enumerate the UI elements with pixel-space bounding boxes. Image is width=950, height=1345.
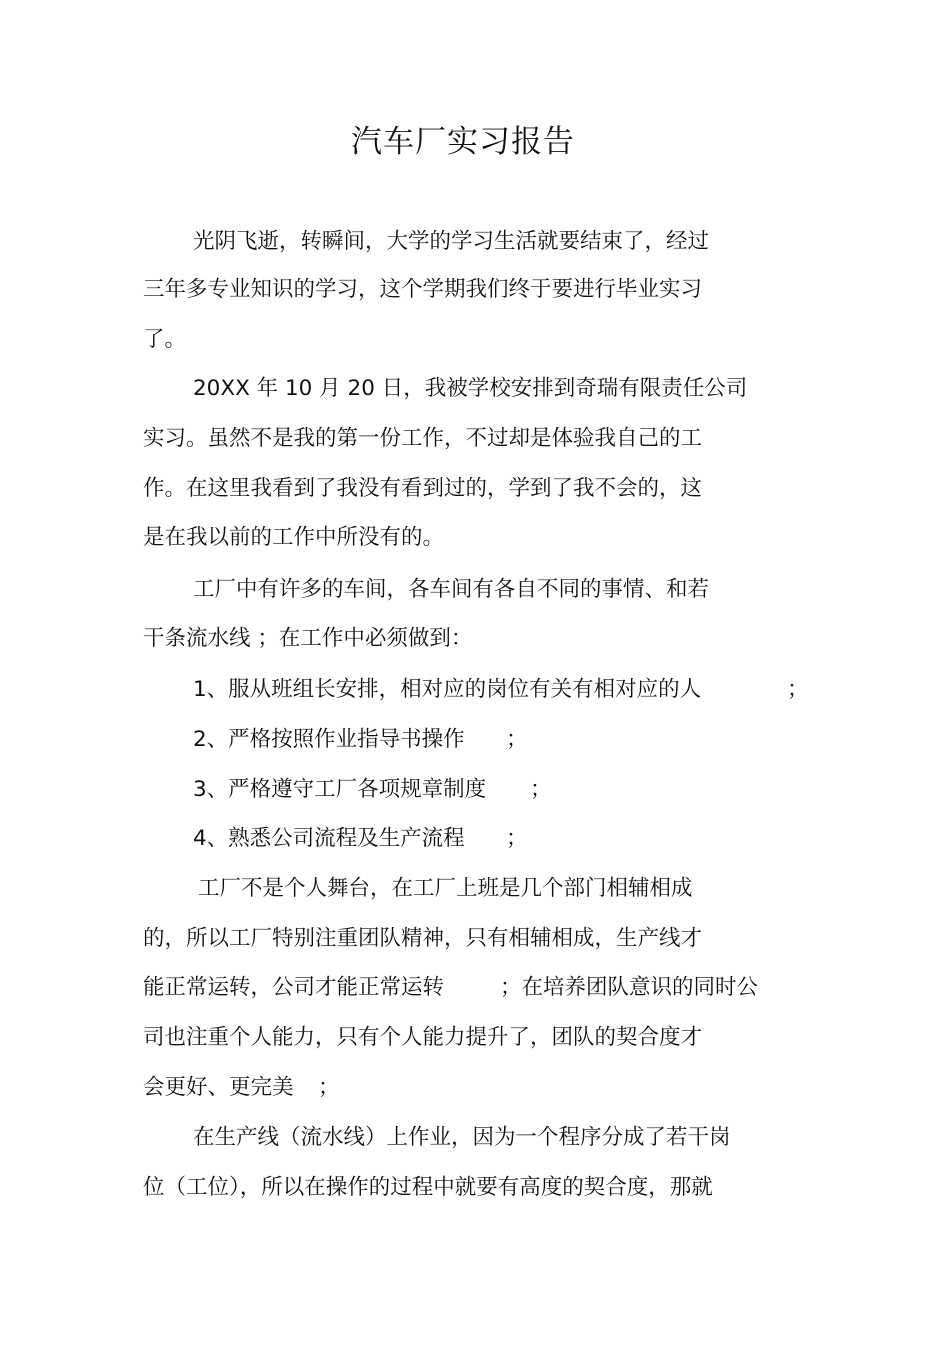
page-title: 汽车厂实习报告 <box>351 124 575 160</box>
list-item-text: 1、服从班组长安排，相对应的岗位有关有相对应的人 <box>193 677 702 702</box>
paragraph-line: 20XX 年 10 月 20 日，我被学校安排到奇瑞有限责任公司 <box>193 376 748 401</box>
paragraph-line: 作。在这里我看到了我没有看到过的，学到了我不会的，这 <box>143 476 703 501</box>
paragraph-line: 是在我以前的工作中所没有的。 <box>143 525 445 550</box>
paragraph-line: 工厂中有许多的车间，各车间有各自不同的事情、和若 <box>193 577 710 602</box>
paragraph-line: 干条流水线 ；在工作中必须做到： <box>143 626 473 651</box>
paragraph-line: ； <box>318 1075 340 1100</box>
list-item-text: 3、严格遵守工厂各项规章制度 <box>193 777 487 802</box>
paragraph-line: 能正常运转，公司才能正常运转 <box>143 975 445 1000</box>
paragraph-line: 位（工位），所以在操作的过程中就要有高度的契合度，那就 <box>143 1175 713 1200</box>
paragraph-line: 工厂不是个人舞台，在工厂上班是几个部门相辅相成 <box>198 876 693 901</box>
paragraph-line: 了。 <box>143 327 187 352</box>
paragraph-line: ；在培养团队意识的同时公 <box>500 975 759 1000</box>
list-item-text: 2、严格按照作业指导书操作 <box>193 727 465 752</box>
list-item-semicolon: ； <box>506 826 528 851</box>
list-item-semicolon: ； <box>787 677 809 702</box>
list-item-text: 4、熟悉公司流程及生产流程 <box>193 826 465 851</box>
paragraph-line: 光阴飞逝，转瞬间，大学的学习生活就要结束了，经过 <box>193 229 710 254</box>
paragraph-line: 司也注重个人能力，只有个人能力提升了，团队的契合度才 <box>143 1025 703 1050</box>
list-item-semicolon: ； <box>506 727 528 752</box>
paragraph-line: 在生产线（流水线）上作业，因为一个程序分成了若干岗 <box>193 1125 731 1150</box>
list-item-semicolon: ； <box>530 777 552 802</box>
paragraph-line: 会更好、更完美 <box>143 1075 294 1100</box>
paragraph-line: 三年多专业知识的学习，这个学期我们终于要进行毕业实习 <box>143 277 703 302</box>
paragraph-line: 实习。虽然不是我的第一份工作，不过却是体验我自己的工 <box>143 426 703 451</box>
paragraph-line: 的，所以工厂特别注重团队精神，只有相辅相成，生产线才 <box>143 926 703 951</box>
